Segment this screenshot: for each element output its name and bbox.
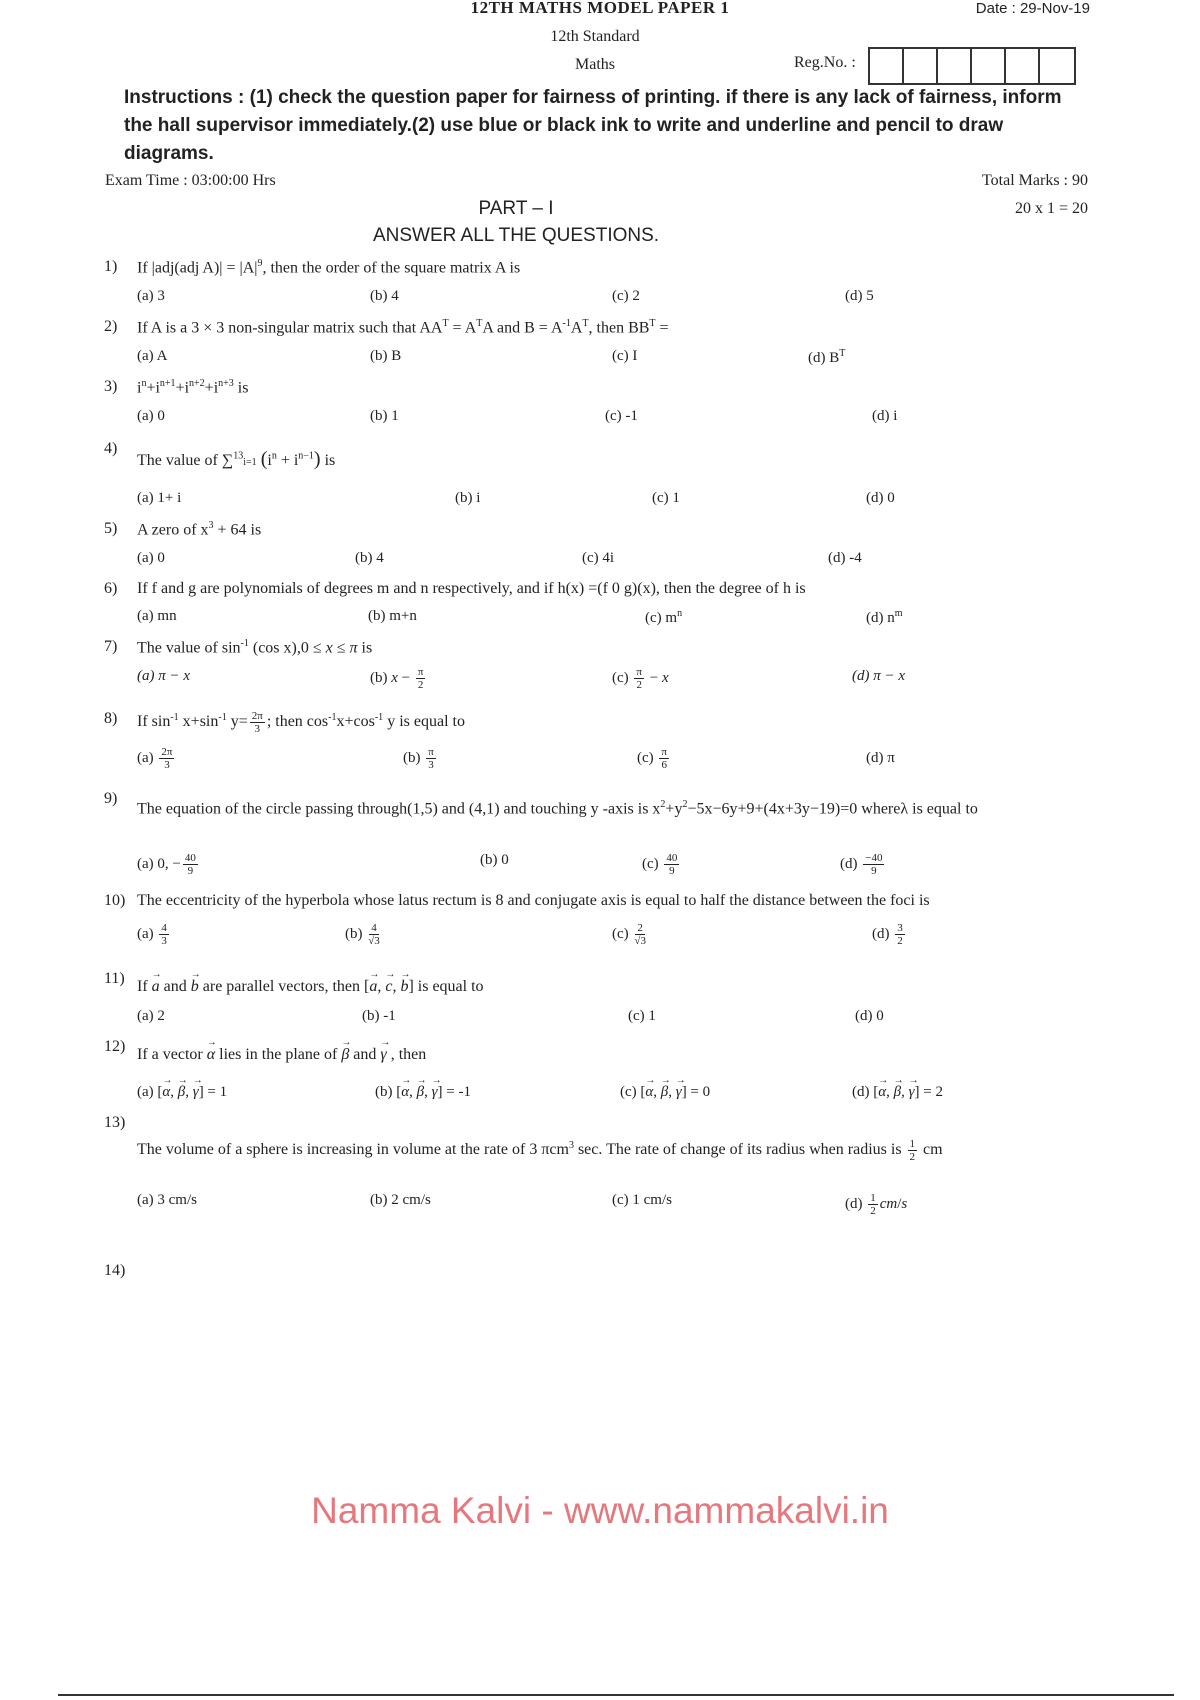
- option-b: (b) -1: [362, 1008, 396, 1024]
- reg-no-box[interactable]: [938, 49, 972, 83]
- question-number: 8): [104, 710, 118, 727]
- question-text: If $\sin^{-1} x+\sin^{-1}$ y= $\frac{2\pi}{3}$ ; then $\cos^{-1}x+\cos^{-1}$ y is equal to: [137, 710, 465, 735]
- question-number: 4): [104, 440, 118, 457]
- question-text: If A is a 3 × 3 non-singular matrix such that $AA^T = A^TA$ and $B = A^{-1}A^T$, then $BB^T$ =: [137, 318, 669, 337]
- question-text: If |adj(adj $A)| = |A|^9$, then the order of the square matrix A is: [137, 258, 521, 277]
- option-d: (d) $\frac{-40}{9}$: [840, 852, 883, 877]
- option-b: (b) B: [370, 348, 402, 364]
- option-d: (d) i: [872, 408, 898, 424]
- option-b: (b) 2 cm/s: [370, 1192, 431, 1208]
- footer-divider: [58, 1694, 1174, 1696]
- option-b: (b) x − $\frac{\pi}{2}$: [370, 666, 424, 691]
- instructions: Instructions : (1) check the question paper for fairness of printing. if there is any lack of fairness, inform the hall supervisor immediately.(2) use blue or black ink to write and underline and pencil to draw diagrams.: [124, 87, 1062, 164]
- exam-date: Date : 29-Nov-19: [975, 0, 1090, 17]
- question-text: A zero of $x^3 + 64$ is: [137, 520, 262, 539]
- reg-no-boxes[interactable]: [868, 47, 1076, 85]
- question-number: 5): [104, 520, 118, 537]
- question-number: 2): [104, 318, 118, 335]
- option-c: (c) I: [612, 348, 638, 364]
- reg-no-box[interactable]: [1006, 49, 1040, 83]
- option-d: (d) [→ α, → β, → γ] = 2: [852, 1084, 943, 1101]
- option-a: (a) mn: [137, 608, 177, 624]
- option-c: (c) $m^n$: [645, 608, 683, 626]
- question-number: 13): [104, 1114, 126, 1131]
- option-c: (c) $\frac{40}{9}$: [642, 852, 678, 877]
- reg-no-label: Reg.No. :: [794, 54, 856, 71]
- question-text: The value of ∑$^{13}$i=1 $(i^n + i^{n-1})$ is: [137, 448, 336, 470]
- option-a: (a) 0: [137, 550, 165, 566]
- question-text: The volume of a sphere is increasing in volume at the rate of 3 πcm$^3$ sec. The rate of change of its radius when radius is $\frac{1}{2}$ cm: [137, 1138, 943, 1163]
- option-d: (d) 5: [845, 288, 874, 304]
- option-b: (b) m+n: [368, 608, 417, 624]
- watermark: Namma Kalvi - www.nammakalvi.in: [311, 1490, 889, 1531]
- marks-scheme: 20 x 1 = 20: [1014, 200, 1088, 217]
- option-a: (a) 2: [137, 1008, 165, 1024]
- question-text: The eccentricity of the hyperbola whose latus rectum is 8 and conjugate axis is equal to half the distance between the foci is: [137, 892, 930, 909]
- question-text: $i^n+i^{n+1}+i^{n+2}+i^{n+3}$ is: [137, 378, 249, 397]
- option-d: (d) $\frac{3}{2}$: [872, 922, 903, 947]
- paper-title: 12TH MATHS MODEL PAPER 1: [470, 0, 730, 17]
- question-text: The value of $\sin^{-1} (\cos$ x),0 ≤ x ≤ π is: [137, 638, 373, 657]
- option-d: (d) $\frac{1}{2}$ cm/s: [845, 1192, 908, 1217]
- question-number: 11): [104, 970, 125, 987]
- option-a: (a) 0, − $\frac{40}{9}$: [137, 852, 196, 877]
- option-a: (a) 3: [137, 288, 165, 304]
- option-b: (b) [→ α, → β, → γ] = -1: [375, 1084, 471, 1101]
- option-c: (c) $\frac{\pi}{2}$ − x: [612, 666, 669, 691]
- question-number: 12): [104, 1038, 126, 1055]
- option-c: (c) 4i: [582, 550, 615, 566]
- question-text: If f and g are polynomials of degrees m and n respectively, and if h(x) =(f 0 g)(x), then the degree of h is: [137, 580, 806, 597]
- subject-label: Maths: [575, 56, 615, 73]
- option-a: (a) [→ α, → β, → γ] = 1: [137, 1084, 227, 1101]
- reg-no-box[interactable]: [904, 49, 938, 83]
- option-a: (a) π − x: [137, 668, 191, 684]
- option-b: (b) 4: [355, 550, 384, 566]
- option-a: (a) A: [137, 348, 168, 364]
- question-number: 7): [104, 638, 118, 655]
- option-d: (d) π: [866, 750, 895, 766]
- option-a: (a) 1+ i: [137, 490, 182, 506]
- question-number: 1): [104, 258, 118, 275]
- standard-label: 12th Standard: [550, 28, 640, 45]
- option-c: (c) 1: [628, 1008, 656, 1024]
- option-d: (d) -4: [828, 550, 862, 566]
- option-d: (d) $B^T$: [808, 348, 846, 366]
- question-number: 10): [104, 892, 126, 909]
- option-d: (d) 0: [855, 1008, 884, 1024]
- question-number: 14): [104, 1262, 126, 1279]
- part-heading: PART – I: [478, 198, 554, 219]
- option-c: (c) $\frac{2}{√3}$: [612, 922, 646, 947]
- option-b: (b) 1: [370, 408, 399, 424]
- option-d: (d) 0: [866, 490, 895, 506]
- question-text: If → a and → b are parallel vectors, then [→ a, → c, → b] is equal to: [137, 978, 484, 996]
- option-d: (d) $n^m$: [866, 608, 903, 626]
- option-b: (b) i: [455, 490, 481, 506]
- option-c: (c) [→ α, → β, → γ] = 0: [620, 1084, 710, 1101]
- option-c: (c) $\frac{\pi}{6}$: [637, 746, 667, 771]
- option-a: (a) $\frac{2\pi}{3}$: [137, 746, 173, 771]
- option-a: (a) $\frac{4}{3}$: [137, 922, 167, 947]
- option-b: (b) $\frac{4}{√3}$: [345, 922, 380, 947]
- question-text: The equation of the circle passing through(1,5) and (4,1) and touching y -axis is $x^2+y^2-5x-6y+9+(4x+3y-19)=0$ whereλ is equal to: [137, 799, 978, 818]
- option-a: (a) 3 cm/s: [137, 1192, 197, 1208]
- option-c: (c) 1: [652, 490, 680, 506]
- option-c: (c) 2: [612, 288, 640, 304]
- question-number: 3): [104, 378, 118, 395]
- option-c: (c) 1 cm/s: [612, 1192, 672, 1208]
- question-number: 6): [104, 580, 118, 597]
- question-text: If a vector → α lies in the plane of → β and → γ , then: [137, 1046, 426, 1064]
- option-c: (c) -1: [605, 408, 638, 424]
- section-instruction: ANSWER ALL THE QUESTIONS.: [372, 225, 660, 246]
- total-marks: Total Marks : 90: [982, 172, 1088, 189]
- reg-no-box[interactable]: [870, 49, 904, 83]
- reg-no-box[interactable]: [972, 49, 1006, 83]
- option-b: (b) $\frac{\pi}{3}$: [403, 746, 434, 771]
- option-b: (b) 0: [480, 852, 509, 868]
- option-a: (a) 0: [137, 408, 165, 424]
- question-number: 9): [104, 790, 118, 807]
- option-b: (b) 4: [370, 288, 399, 304]
- reg-no-box[interactable]: [1040, 49, 1074, 83]
- exam-time: Exam Time : 03:00:00 Hrs: [105, 172, 276, 189]
- option-d: (d) π − x: [852, 668, 906, 684]
